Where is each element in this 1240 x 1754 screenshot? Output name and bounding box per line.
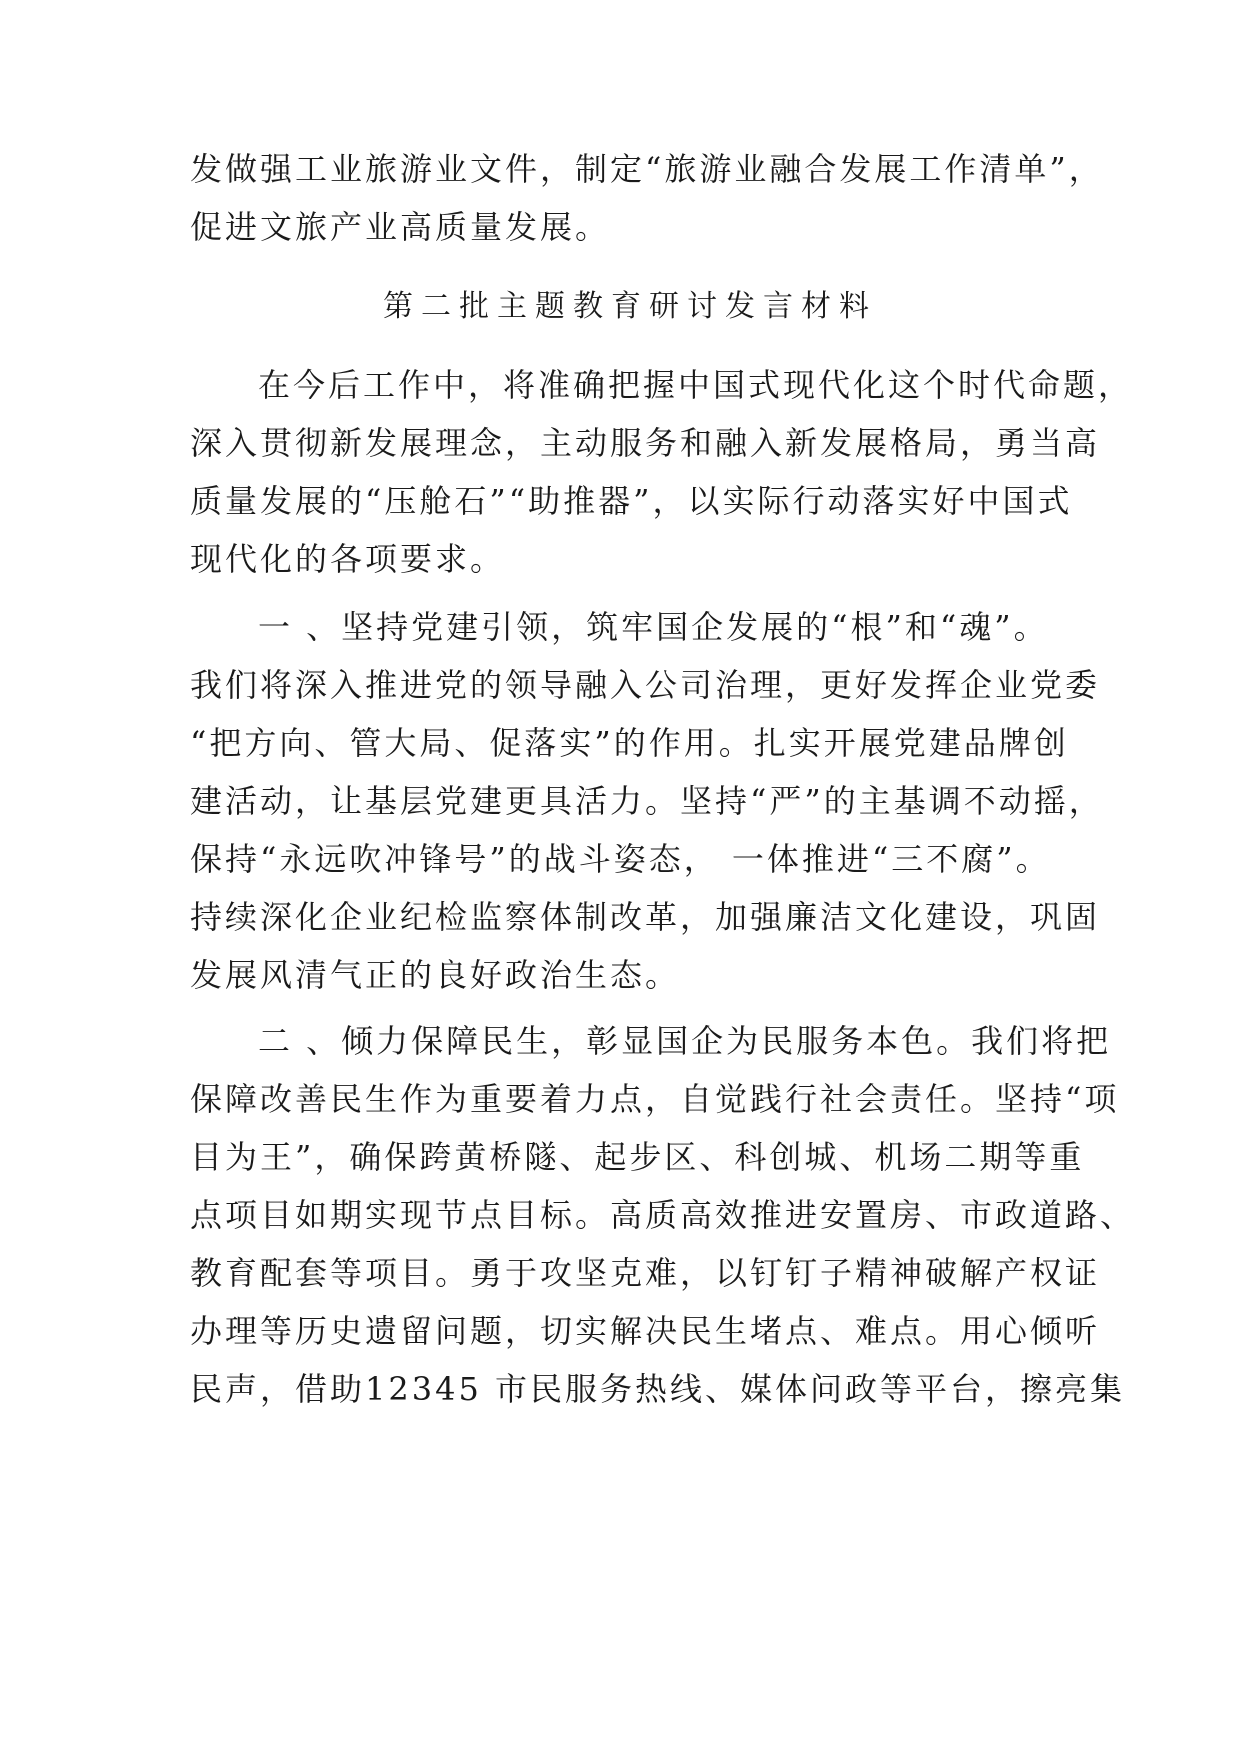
text-line: 目为王”，确保跨黄桥隧、起步区、科创城、机场二期等重 [190, 1138, 1085, 1176]
text-line: 持续深化企业纪检监察体制改革，加强廉洁文化建设，巩固 [190, 898, 1101, 936]
text-line: 一 、坚持党建引领，筑牢国企发展的“根”和“魂”。 [258, 608, 1049, 646]
text-line: 促进文旅产业高质量发展。 [190, 208, 611, 246]
text-line: 保持“永远吹冲锋号”的战斗姿态， 一体推进“三不腐”。 [190, 840, 1051, 878]
text-line: 发展风清气正的良好政治生态。 [190, 956, 681, 994]
paragraph-3 [190, 1012, 1136, 1418]
text-line: 我们将深入推进党的领导融入公司治理，更好发挥企业党委 [190, 666, 1101, 704]
text-line: 深入贯彻新发展理念，主动服务和融入新发展格局，勇当高 [190, 424, 1101, 462]
text-line: “把方向、管大局、促落实”的作用。扎实开展党建品牌创 [190, 724, 1069, 762]
intro-text [190, 140, 1104, 256]
text-line: 在今后工作中，将准确把握中国式现代化这个时代命题， [258, 366, 1134, 404]
paragraph-1 [190, 356, 1134, 588]
text-line: 二 、倾力保障民生，彰显国企为民服务本色。我们将把 [258, 1022, 1112, 1060]
text-line: 质量发展的“压舱石”“助推器”，以实际行动落实好中国式 [190, 482, 1073, 520]
paragraph-2 [190, 598, 1104, 1004]
text-line: 民声，借助12345 市民服务热线、媒体问政等平台，擦亮集 [190, 1370, 1125, 1408]
text-line: 发做强工业旅游业文件，制定“旅游业融合发展工作清单”， [190, 150, 1104, 188]
document-title: 第二批主题教育研讨发言材料 [383, 289, 877, 324]
text-line: 保障改善民生作为重要着力点，自觉践行社会责任。坚持“项 [190, 1080, 1120, 1118]
text-line: 教育配套等项目。勇于攻坚克难，以钉钉子精神破解产权证 [190, 1254, 1101, 1292]
text-line: 现代化的各项要求。 [190, 540, 506, 578]
text-line: 建活动，让基层党建更具活力。坚持“严”的主基调不动摇， [190, 782, 1104, 820]
text-line: 点项目如期实现节点目标。高质高效推进安置房、市政道路、 [190, 1196, 1136, 1234]
text-line: 办理等历史遗留问题，切实解决民生堵点、难点。用心倾听 [190, 1312, 1101, 1350]
